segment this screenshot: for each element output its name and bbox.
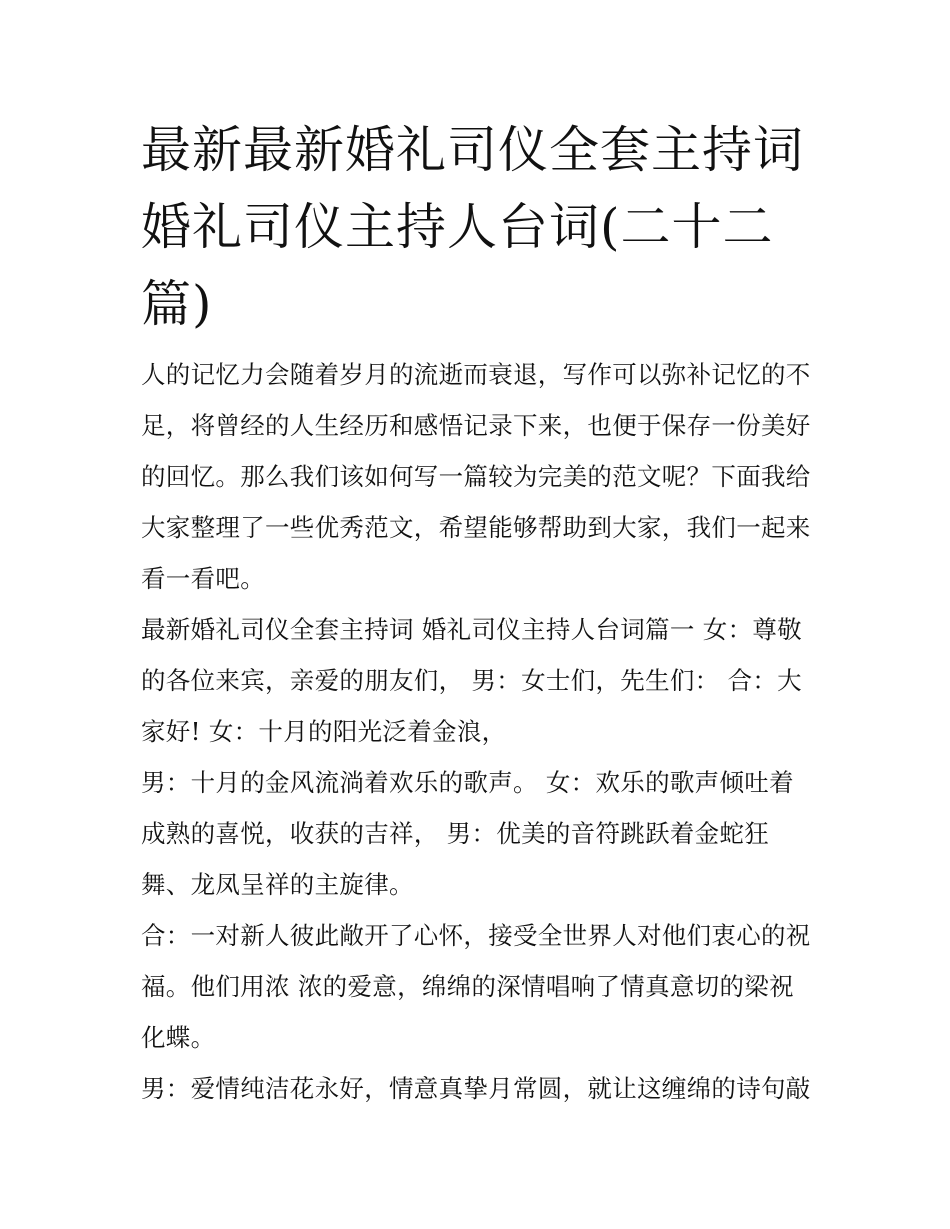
body-paragraph [141, 910, 813, 1063]
body-paragraph [141, 604, 813, 757]
text-line: 大家整理了一些优秀范文，希望能够帮助到大家，我们一起来 [141, 513, 811, 542]
text-line: 成熟的喜悦，收获的吉祥， 男：优美的音符跳跃着金蛇狂 [141, 819, 770, 848]
text-line: 的回忆。那么我们该如何写一篇较为完美的范文呢？下面我给 [141, 462, 811, 491]
text-line: 男：爱情纯洁花永好，情意真挚月常圆，就让这缠绵的诗句敲 [141, 1074, 811, 1103]
text-line: 合：一对新人彼此敞开了心怀，接受全世界人对他们衷心的祝 [141, 921, 811, 950]
text-line: 舞、龙凤呈祥的主旋律。 [141, 870, 414, 899]
text-line: 化蝶。 [141, 1023, 216, 1052]
text-line: 足，将曾经的人生经历和感悟记录下来，也便于保存一份美好 [141, 411, 811, 440]
text-line: 最新婚礼司仪全套主持词 婚礼司仪主持人台词篇一 女：尊敬 [141, 615, 802, 644]
document-page [141, 112, 813, 1114]
text-line: 的各位来宾，亲爱的朋友们， 男：女士们，先生们： 合：大 [141, 666, 802, 695]
text-line: 男：十月的金风流淌着欢乐的歌声。 女：欢乐的歌声倾吐着 [141, 768, 794, 797]
body-paragraph [141, 757, 813, 910]
text-line: 看一看吧。 [141, 564, 265, 593]
text-line: 福。他们用浓 浓的爱意，绵绵的深情唱响了情真意切的梁祝 [141, 972, 794, 1001]
title-line: 篇) [141, 275, 213, 333]
text-line: 人的记忆力会随着岁月的流逝而衰退，写作可以弥补记忆的不 [141, 360, 811, 389]
intro-paragraph [141, 349, 813, 604]
title-line: 婚礼司仪主持人台词(二十二 [141, 198, 774, 256]
document-title [141, 112, 813, 343]
title-line: 最新最新婚礼司仪全套主持词 [141, 121, 804, 179]
body-paragraph [141, 1063, 813, 1114]
text-line: 家好! 女：十月的阳光泛着金浪， [141, 717, 507, 746]
